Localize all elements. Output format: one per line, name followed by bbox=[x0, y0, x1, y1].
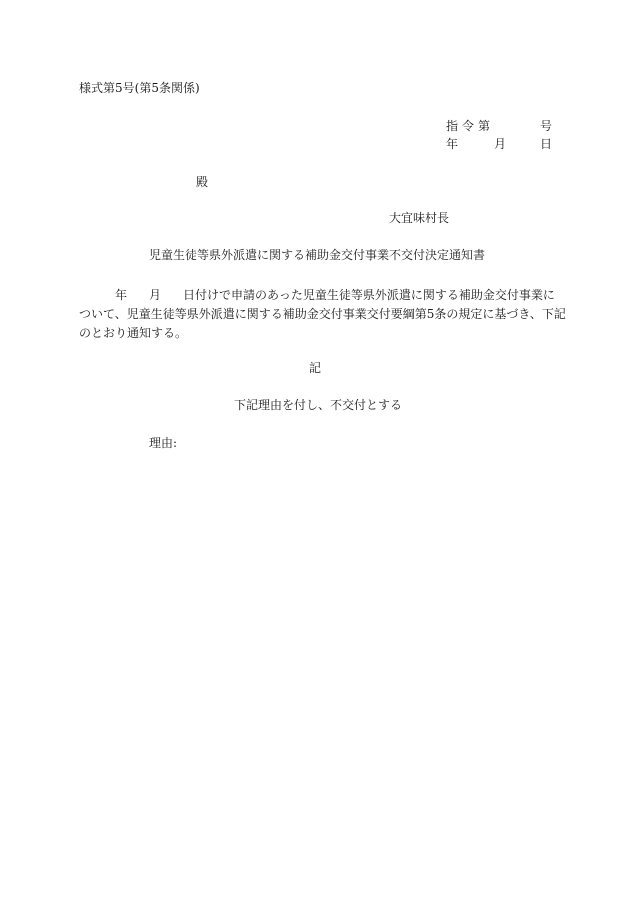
body-line-3: のとおり通知する。 bbox=[79, 325, 188, 340]
date-day: 日 bbox=[540, 137, 553, 151]
ki-heading: 記 bbox=[309, 361, 322, 375]
ref-dai: 第 bbox=[478, 119, 491, 133]
reason-label: 理由: bbox=[149, 436, 178, 450]
body-line-2: ついて、児童生徒等県外派遣に関する補助金交付事業交付要綱第5条の規定に基づき、下記 bbox=[79, 306, 566, 321]
reference-number bbox=[446, 119, 553, 134]
issue-date bbox=[446, 137, 553, 152]
body-paragraph bbox=[79, 286, 566, 342]
ref-go: 号 bbox=[540, 119, 553, 133]
body-year: 年 bbox=[115, 288, 128, 302]
date-year: 年 bbox=[446, 137, 459, 151]
form-number: 様式第5号(第5条関係) bbox=[79, 81, 200, 95]
reason-heading: 下記理由を付し、不交付とする bbox=[234, 398, 403, 412]
date-month: 月 bbox=[494, 137, 507, 151]
document-title: 児童生徒等県外派遣に関する補助金交付事業不交付決定通知書 bbox=[149, 248, 486, 262]
body-month: 月 bbox=[149, 288, 162, 302]
issuer-name: 大宜味村長 bbox=[389, 211, 450, 225]
ref-shirei: 指 bbox=[446, 119, 459, 133]
body-line-1-rest: 日付けで申請のあった児童生徒等県外派遣に関する補助金交付事業に bbox=[183, 288, 555, 302]
ref-rei: 令 bbox=[462, 119, 475, 133]
addressee: 殿 bbox=[196, 175, 209, 189]
body-line-1 bbox=[79, 286, 555, 305]
